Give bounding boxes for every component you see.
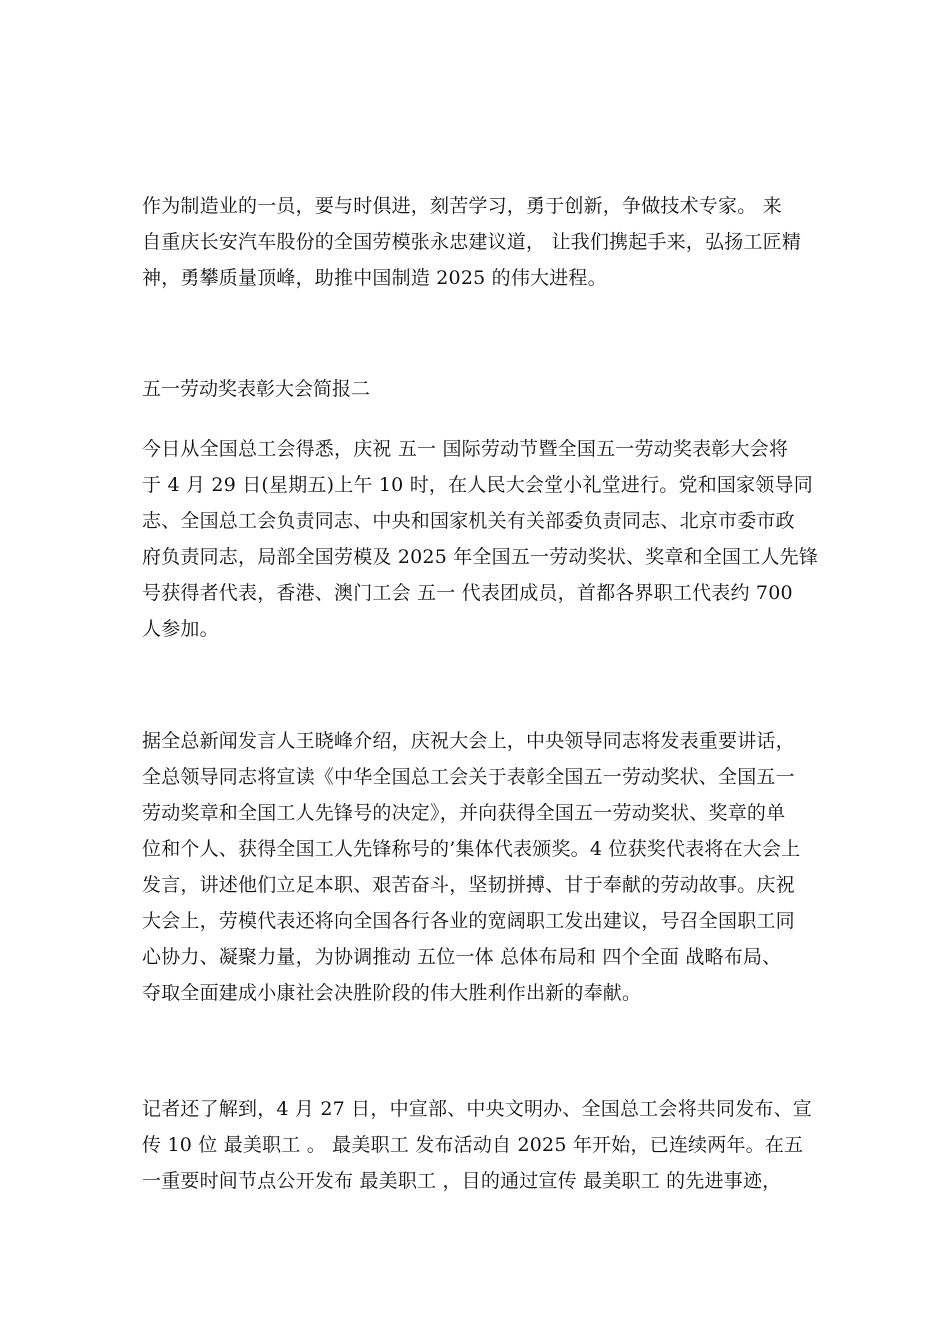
paragraph-4 (142, 1091, 812, 1199)
text-line: 志、全国总工会负责同志、中央和国家机关有关部委负责同志、北京市委市政 (142, 510, 795, 532)
text-line: 发言，讲述他们立足本职、艰苦奋斗，坚韧拼搏、甘于奉献的劳动故事。庆祝 (142, 874, 795, 896)
text-line: 劳动奖章和全国工人先锋号的决定》，并向获得全国五一劳动奖状、奖章的单 (142, 802, 786, 824)
paragraph-1 (142, 188, 812, 296)
text-line: 于 4 月 29 日(星期五)上午 10 时，在人民大会堂小礼堂进行。党和国家领导同 (142, 474, 813, 496)
text-line: 记者还了解到，4 月 27 日，中宣部、中央文明办、全国总工会将共同发布、宣 (142, 1098, 812, 1120)
text-line: 作为制造业的一员，要与时俱进，刻苦学习，勇于创新，争做技术专家。 来 (142, 195, 782, 217)
text-line: 神，勇攀质量顶峰，助推中国制造 2025 的伟大进程。 (142, 267, 607, 289)
text-line: 自重庆长安汽车股份的全国劳模张永忠建议道， 让我们携起手来，弘扬工匠精 (142, 231, 802, 253)
text-line: 号获得者代表，香港、澳门工会 五一 代表团成员，首都各界职工代表约 700 (142, 582, 793, 604)
text-line: 夺取全面建成小康社会决胜阶段的伟大胜利作出新的奉献。 (142, 982, 642, 1004)
text-line: 全总领导同志将宣读《中华全国总工会关于表彰全国五一劳动奖状、全国五一 (142, 766, 795, 788)
text-line: 传 10 位 最美职工 。 最美职工 发布活动自 2025 年开始，已连续两年。在五 (142, 1134, 804, 1156)
text-line: 今日从全国总工会得悉，庆祝 五一 国际劳动节暨全国五一劳动奖表彰大会将 (142, 438, 789, 460)
paragraph-2 (142, 431, 819, 647)
text-line: 位和个人、获得全国工人先锋称号的’集体代表颁奖。4 位获奖代表将在大会上 (142, 838, 801, 860)
text-line: 心协力、凝聚力量，为协调推动 五位一体 总体布局和 四个全面 战略布局、 (142, 946, 782, 968)
section-heading: 五一劳动奖表彰大会简报二 (142, 378, 371, 400)
text-line: 一重要时间节点公开发布 最美职工 ，目的通过宣传 最美职工 的先进事迹， (142, 1170, 782, 1192)
text-line: 府负责同志，局部全国劳模及 2025 年全国五一劳动奖状、奖章和全国工人先锋 (142, 546, 819, 568)
paragraph-3 (142, 723, 812, 1011)
text-line: 大会上，劳模代表还将向全国各行各业的宽阔职工发出建议，号召全国职工同 (142, 910, 795, 932)
text-line: 据全总新闻发言人王晓峰介绍，庆祝大会上，中央领导同志将发表重要讲话， (142, 730, 795, 752)
text-line: 人参加。 (142, 618, 219, 640)
